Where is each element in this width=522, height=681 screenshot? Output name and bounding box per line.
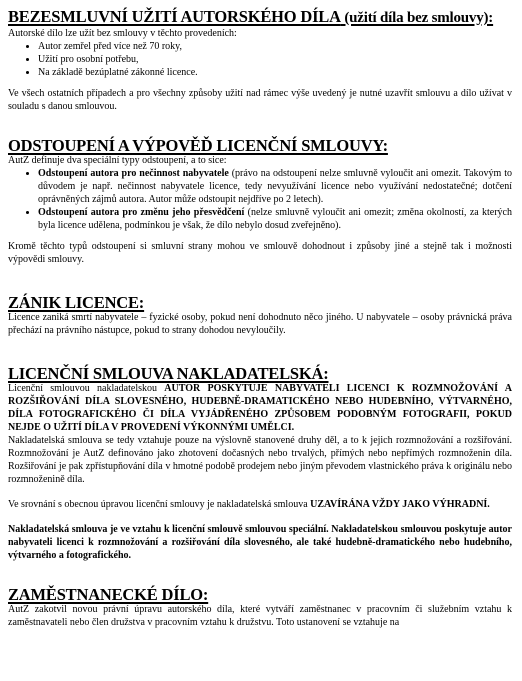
- bold-text: UZAVÍRÁNA VŽDY JAKO VÝHRADNÍ.: [310, 499, 490, 510]
- paragraph: Nakladatelská smlouva se tedy vztahuje pouze na výslovně stanovené druhy děl, a to k jejich rozmnožování a rozšiřování. Rozmnožování je AutZ definováno jako zhotovení dočasných nebo trvalých, přímých nebo nepřímých rozmnoženin díla. Rozšiřování je pak zpřístupňování díla v hmotné podobě prodejem nebo jiným převodem vlastnického práva k originálu nebo rozmnoženině díla.: [8, 435, 512, 485]
- list-item: • Na základě bezúplatné zákonné licence.: [38, 66, 512, 79]
- list-item: [38, 206, 512, 232]
- paragraph: Ve všech ostatních případech a pro všechny způsoby užití nad rámec výše uvedený je nutné uzavřít smlouvu a dílo užívat v souladu s danou smlouvou.: [8, 88, 512, 112]
- section-nakladatelska: [8, 365, 512, 562]
- paragraph: Licence zaniká smrtí nabyvatele – fyzické osoby, pokud není dohodnuto něco jiného. U nabyvatele – osoby právnická práva přechází na právního nástupce, pokud to strany dohodou nevyloučily.: [8, 312, 512, 336]
- list-item: [38, 167, 512, 206]
- bold-text: Odstoupení autora pro změnu jeho přesvědčení: [38, 207, 245, 218]
- paragraph-bold: Nakladatelská smlouva je ve vztahu k licenční smlouvě smlouvou speciální. Nakladatelskou smlouvou poskytuje autor nabyvateli licenci k rozmnožování a rozšiřování díla slovesného, ale také hudebně-dramatického nebo hudebního, výtvarného a fotografického.: [8, 524, 512, 561]
- intro-text: Autorské dílo lze užít bez smlouvy v těchto provedeních:: [8, 28, 237, 39]
- section-heading: ZÁNIK LICENCE:: [8, 293, 145, 312]
- bold-text: Odstoupení autora pro nečinnost nabyvatele: [38, 168, 229, 179]
- intro-text: AutZ definuje dva speciální typy odstoupení, a to sice:: [8, 155, 227, 166]
- list-item: • Autor zemřel před více než 70 roky,: [38, 40, 512, 53]
- section-heading: [8, 8, 512, 27]
- section-heading: LICENČNÍ SMLOUVA NAKLADATELSKÁ:: [8, 364, 329, 383]
- definition-bold: AUTOR POSKYTUJE NABYVATELI LICENCI K ROZMNOŽOVÁNÍ A ROZŠIŘOVÁNÍ DÍLA SLOVESNÉHO, HUDEBNĚ-DRAMATICKÉHO NEBO HUDEBNÍHO, VÝTVARNÉHO, DÍLA FOTOGRAFICKÉHO ČI DÍLA VYJÁDŘENÉHO ZPŮSOBEM PODOBNÝM FOTOGRAFII, POKUD NEJDE O UŽITÍ DÍLA V PROVEDENÍ VÝKONNÝMI UMĚLCI.: [8, 383, 512, 433]
- section-odstoupeni: [8, 137, 512, 266]
- paragraph: Kromě těchto typů odstoupení si smluvní strany mohou ve smlouvě dohodnout i způsoby jiné a stejně tak i možnosti výpovědi smlouvy.: [8, 241, 512, 265]
- bullet-list: [8, 40, 512, 79]
- item-text: (nelze smluvně vyloučit ani omezit; změna okolností, za kterých byla licence udělena, podmínkou je však, že dílo nebylo dosud zveřejněno).: [38, 207, 512, 231]
- definition-prefix: Licenční smlouvou nakladatelskou: [8, 383, 165, 394]
- section-bezesmluvni: [8, 8, 512, 113]
- section-heading: ZAMĚSTNANECKÉ DÍLO:: [8, 585, 209, 604]
- paragraph: AutZ zakotvil novou právní úpravu autorského díla, které vytváří zaměstnanec v pracovním či služebním vztahu k zaměstnavateli nebo člen družstva v pracovním vztahu k družstvu. Toto ustanovení se vztahuje na: [8, 604, 512, 628]
- section-zanik-licence: [8, 294, 512, 337]
- list-item: • Užití pro osobní potřebu,: [38, 53, 512, 66]
- bullet-list: [8, 167, 512, 232]
- item-text: (právo na odstoupení nelze smluvně vyloučit ani omezit. Takovým to důvodem je např. nečinnost nabyvatele licence, tedy nevyužívání licence nebo využívání nedostatečné; dotčení oprávněných zájmů autora. Autor může odstoupit nejdříve po 2 letech).: [38, 168, 512, 205]
- paragraph-prefix: Ve srovnání s obecnou úpravou licenční smlouvy je nakladatelská smlouva: [8, 499, 311, 510]
- section-heading: ODSTOUPENÍ A VÝPOVĚĎ LICENČNÍ SMLOUVY:: [8, 136, 388, 155]
- heading-suffix: (užití díla bez smlouvy):: [340, 10, 494, 26]
- heading-text: BEZESMLUVNÍ UŽITÍ AUTORSKÉHO DÍLA: [8, 7, 341, 26]
- paragraph: [8, 498, 512, 511]
- definition-paragraph: [8, 382, 512, 434]
- section-zamestnanecke-dilo: [8, 586, 512, 629]
